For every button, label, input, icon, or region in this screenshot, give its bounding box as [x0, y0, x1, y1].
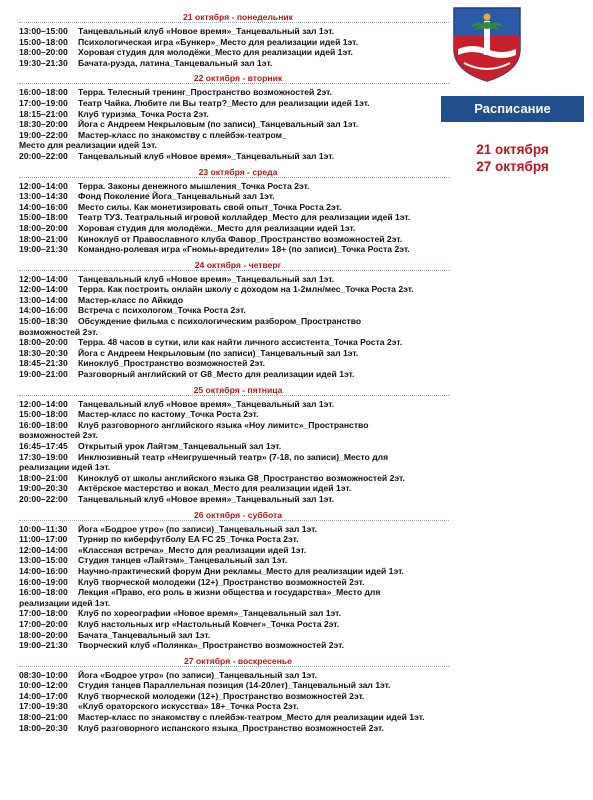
event-time: 16:00–18:00	[19, 419, 68, 430]
event-row	[19, 409, 449, 420]
event-time: 18:15–21:00	[19, 108, 68, 119]
event-row	[19, 483, 449, 494]
event-row	[19, 58, 449, 69]
event-description: Научно-практический форум Дни рекламы_Место для реализации идей 1эт.	[78, 565, 404, 576]
day-section	[19, 656, 449, 739]
divider	[19, 83, 449, 84]
event-description: Танцевальный клуб «Новое время»_Танцевальный зал 1эт.	[78, 398, 335, 409]
event-time: 18:00–20:00	[19, 629, 68, 640]
day-section	[19, 12, 449, 73]
event-description: Клуб творческой молодежи (12+)_Пространство возможностей 2эт.	[78, 690, 365, 701]
event-row	[19, 119, 449, 130]
day-section	[19, 385, 449, 510]
date-range	[441, 141, 584, 175]
day-section	[19, 510, 449, 656]
event-row-continuation	[19, 462, 449, 473]
event-description: Клуб разговорного английского языка «Ноу лимитс»_Пространство	[78, 419, 369, 430]
event-row	[19, 37, 449, 48]
event-description: Танцевальный клуб «Новое время»_Танцевальный зал 1эт.	[78, 273, 335, 284]
event-row-continuation	[19, 140, 449, 151]
event-description: реализации идей 1эт.	[19, 597, 111, 608]
event-row	[19, 577, 449, 588]
event-row	[19, 244, 449, 255]
divider	[19, 177, 449, 178]
day-heading: 23 октября - среда	[198, 166, 278, 177]
event-time: 12:00–14:00	[19, 180, 68, 191]
event-time: 15:00–18:00	[19, 409, 68, 420]
schedule-banner: Расписание	[441, 96, 584, 122]
event-time: 12:00–14:00	[19, 398, 68, 409]
event-row	[19, 358, 449, 369]
event-time: 19:00–21:00	[19, 369, 68, 380]
event-description: Место силы. Как монетизировать свой опыт_Точка Роста 2эт.	[78, 201, 342, 212]
event-row	[19, 212, 449, 223]
event-description: Турнир по киберфутболу EA FC 25_Точка Роста 2эт.	[78, 534, 299, 545]
day-heading: 26 октября - суббота	[193, 509, 282, 520]
event-row	[19, 316, 449, 327]
event-time: 13:00–14:00	[19, 294, 68, 305]
event-time: 15:00–18:00	[19, 36, 68, 47]
event-row	[19, 670, 449, 681]
event-time: 14:00–17:00	[19, 690, 68, 701]
event-time: 13:00–14:30	[19, 191, 68, 202]
event-time: 16:45–17:45	[19, 441, 68, 451]
schedule-list	[19, 12, 449, 738]
event-description: Инклюзивный театр «Неигрушечный театр» (7-18, по записи)_Место для	[78, 451, 389, 462]
event-description: Хоровая студия для молодёжи_Место для реализации идей 1эт.	[78, 47, 353, 58]
divider	[19, 395, 449, 396]
event-row	[19, 630, 449, 641]
date-start: 21 октября	[476, 142, 549, 157]
date-end: 27 октября	[476, 159, 549, 174]
divider	[19, 666, 449, 667]
event-description: Терра. Как построить онлайн школу с доходом на 1-2млн/мес_Точка Роста 2эт.	[78, 284, 414, 295]
event-description: Театр ТУЗ. Театральный игровой коллайдер_Место для реализации идей 1эт.	[78, 212, 411, 223]
event-time: 16:00–19:00	[19, 576, 68, 587]
event-row	[19, 545, 449, 556]
event-time: 20:00–22:00	[19, 150, 68, 161]
event-time: 18:00–20:00	[19, 47, 68, 58]
event-row	[19, 587, 449, 598]
event-time: 18:00–20:00	[19, 222, 68, 233]
event-description: Танцевальный клуб «Новое время»_Танцевальный зал 1эт.	[78, 493, 335, 504]
event-time: 13:00–15:00	[19, 26, 68, 36]
event-time: 19:00–22:00	[19, 129, 68, 140]
event-time: 14:00–16:00	[19, 565, 68, 576]
event-row	[19, 295, 449, 306]
event-row	[19, 98, 449, 109]
event-row	[19, 473, 449, 484]
event-time: 08:30–10:00	[19, 669, 68, 680]
event-row	[19, 712, 449, 723]
event-description: Клуб разговорного испанского языка_Пространство возможностей 2эт.	[78, 722, 384, 733]
event-row	[19, 441, 449, 452]
event-time: 17:30–19:00	[19, 451, 68, 462]
event-description: Фонд Поколение Йога_Танцевальный зал 1эт.	[78, 191, 275, 202]
event-description: Мастер-класс по знакомству с плейбэк-театром_	[78, 129, 287, 140]
event-description: Терра. Законы денежного мышления_Точка Роста 2эт.	[78, 180, 310, 191]
event-row	[19, 181, 449, 192]
event-row	[19, 202, 449, 213]
event-row	[19, 566, 449, 577]
event-row	[19, 420, 449, 431]
event-description: Командно-ролевая игра «Гномы-вредители» 18+ (по записи)_Точка Роста 2эт.	[78, 244, 410, 255]
event-row	[19, 555, 449, 566]
event-time: 17:00–19:30	[19, 701, 68, 712]
event-time: 12:00–14:00	[19, 273, 68, 284]
event-row	[19, 640, 449, 651]
event-row	[19, 47, 449, 58]
event-row	[19, 348, 449, 359]
event-description: возможностей 2эт.	[19, 326, 98, 337]
event-description: Клуб творческой молодежи (12+)_Пространство возможностей 2эт.	[78, 576, 365, 587]
event-description: Терра. 48 часов в сутки, или как найти личного ассистента_Точка Роста 2эт.	[78, 337, 403, 348]
event-time: 18:00–20:30	[19, 722, 68, 733]
event-row	[19, 619, 449, 630]
event-description: Мастер-класс по Айкидо	[78, 294, 184, 305]
divider	[19, 520, 449, 521]
event-description: Обсуждение фильма с психологическим разбором_Пространство	[78, 316, 362, 327]
event-time: 15:00–18:30	[19, 316, 68, 327]
event-row	[19, 701, 449, 712]
day-spacer	[19, 733, 449, 738]
event-description: «Классная встреча»_Место для реализации идей 1эт.	[78, 544, 307, 555]
event-time: 18:45–21:30	[19, 358, 68, 369]
event-time: 13:00–15:00	[19, 555, 68, 566]
event-time: 20:00–22:00	[19, 493, 68, 504]
divider	[19, 270, 449, 271]
event-row	[19, 305, 449, 316]
day-heading: 22 октября - вторник	[193, 73, 283, 84]
event-time: 10:00–11:30	[19, 523, 68, 534]
event-time: 19:00–21:30	[19, 244, 68, 255]
event-row	[19, 26, 449, 37]
event-description: Хоровая студия для молодёжи._Место для реализации идей 1эт.	[78, 222, 356, 233]
event-time: 12:00–14:00	[19, 544, 68, 555]
event-description: Йога с Андреем Некрыловым (по записи)_Танцевальный зал 1эт.	[78, 347, 359, 358]
event-time: 19:30–21:30	[19, 57, 68, 68]
event-description: Клуб туризма_Точка Роста 2эт.	[78, 108, 209, 119]
event-row	[19, 274, 449, 285]
event-description: возможностей 2эт.	[19, 430, 98, 441]
event-description: Творческий клуб «Полянка»_Пространство возможностей 2эт.	[78, 640, 345, 651]
event-row-continuation	[19, 430, 449, 441]
event-row	[19, 369, 449, 380]
event-row	[19, 534, 449, 545]
event-description: Встреча с психологом_Точка Роста 2эт.	[78, 305, 246, 316]
event-description: Студия танцев «Лайтэм»_Танцевальный зал 1эт.	[78, 555, 288, 566]
event-time: 18:30–20:30	[19, 347, 68, 358]
event-description: Разговорный английский от G8_Место для реализации идей 1эт.	[78, 369, 355, 380]
event-time: 17:00–20:00	[19, 618, 68, 629]
event-description: Танцевальный клуб «Новое время»_Танцевальный зал 1эт.	[78, 26, 335, 36]
event-description: Психологическая игра «Бункер»_Место для реализации идей 1эт.	[78, 36, 359, 47]
event-row	[19, 151, 449, 162]
event-row	[19, 723, 449, 734]
event-time: 14:00–16:00	[19, 201, 68, 212]
event-row	[19, 399, 449, 410]
event-description: «Клуб ораторского искусства» 18+_Точка Роста 2эт.	[78, 701, 299, 712]
event-time: 17:00–18:00	[19, 608, 68, 619]
event-description: Место для реализации идей 1эт.	[19, 140, 157, 151]
event-time: 17:00–19:00	[19, 97, 68, 108]
event-time: 11:00–17:00	[19, 534, 68, 545]
event-time: 14:00–16:00	[19, 305, 68, 316]
day-section	[19, 260, 449, 385]
event-description: Бачата_Танцевальный зал 1эт.	[78, 629, 211, 640]
day-section	[19, 167, 449, 260]
event-time: 18:00–20:00	[19, 337, 68, 348]
event-row	[19, 234, 449, 245]
event-time: 19:00–20:30	[19, 483, 68, 494]
event-row-continuation	[19, 327, 449, 338]
divider	[19, 22, 449, 23]
event-description: Йога «Бодрое утро» (по записи)_Танцевальный зал 1эт.	[78, 523, 317, 534]
event-description: Актёрское мастерство и вокал_Место для реализации идей 1эт.	[78, 483, 352, 494]
day-heading: 25 октября - пятница	[193, 384, 283, 395]
event-time: 18:00–21:00	[19, 712, 68, 723]
event-description: Открытый урок Лайтэм_Танцевальный зал 1эт.	[78, 441, 282, 451]
event-description: Терра. Телесный тренинг_Пространство возможностей 2эт.	[78, 87, 332, 98]
event-row-continuation	[19, 598, 449, 609]
event-description: Студия танцев Параллельная позиция (14-20лет)_Танцевальный зал 1эт.	[78, 680, 391, 691]
event-row	[19, 130, 449, 141]
event-row	[19, 223, 449, 234]
event-description: Клуб настольных игр «Настольный Ковчег»_Точка Роста 2эт.	[78, 618, 340, 629]
event-row	[19, 524, 449, 535]
event-row	[19, 191, 449, 202]
event-time: 19:00–21:30	[19, 640, 68, 651]
event-description: Киноклуб от школы английского языка G8_Пространство возможностей 2эт.	[78, 472, 405, 483]
event-time: 15:00–18:00	[19, 212, 68, 223]
event-row	[19, 109, 449, 120]
event-description: Лекция «Право, его роль в жизни общества и государства»_Место для	[78, 587, 381, 598]
event-description: Йога «Бодрое утро» (по записи)_Танцевальный зал 1эт.	[78, 669, 317, 680]
event-row	[19, 337, 449, 348]
event-description: Танцевальный клуб «Новое время»_Танцевальный зал 1эт.	[78, 150, 335, 161]
day-heading: 21 октября - понедельник	[183, 12, 293, 22]
event-description: реализации идей 1эт.	[19, 462, 111, 473]
event-row	[19, 284, 449, 295]
event-time: 18:30–20:00	[19, 119, 68, 130]
event-description: Киноклуб от Православного клуба Фавор_Пространство возможностей 2эт.	[78, 233, 403, 244]
event-description: Театр Чайка. Любите ли Вы театр?_Место для реализации идей 1эт.	[78, 97, 370, 108]
event-description: Бачата-руэда, латина_Танцевальный зал 1эт.	[78, 57, 273, 68]
event-time: 18:00–21:00	[19, 233, 68, 244]
event-time: 16:00–18:00	[19, 87, 68, 98]
day-heading: 27 октября - воскресенье	[184, 655, 292, 666]
event-description: Клуб по хореографии «Новое время»_Танцевальный зал 1эт.	[78, 608, 342, 619]
event-description: Мастер-класс по знакомству с плейбэк-театром_Место для реализации идей 1эт.	[78, 712, 425, 723]
event-row	[19, 87, 449, 98]
event-time: 16:00–18:00	[19, 587, 68, 598]
city-emblem-icon	[450, 5, 524, 83]
event-row	[19, 452, 449, 463]
event-description: Киноклуб_Пространство возможностей 2эт.	[78, 358, 266, 369]
event-description: Мастер-класс по кастому_Точка Роста 2эт.	[78, 409, 259, 420]
event-row	[19, 494, 449, 505]
event-row	[19, 608, 449, 619]
day-heading: 24 октября - четверг	[194, 259, 282, 270]
day-section	[19, 73, 449, 166]
event-time: 12:00–14:00	[19, 284, 68, 295]
event-row	[19, 691, 449, 702]
event-description: Йога с Андреем Некрыловым (по записи)_Танцевальный зал 1эт.	[78, 119, 359, 130]
event-row	[19, 680, 449, 691]
event-time: 10:00–12:00	[19, 680, 68, 691]
event-time: 18:00–21:00	[19, 472, 68, 483]
